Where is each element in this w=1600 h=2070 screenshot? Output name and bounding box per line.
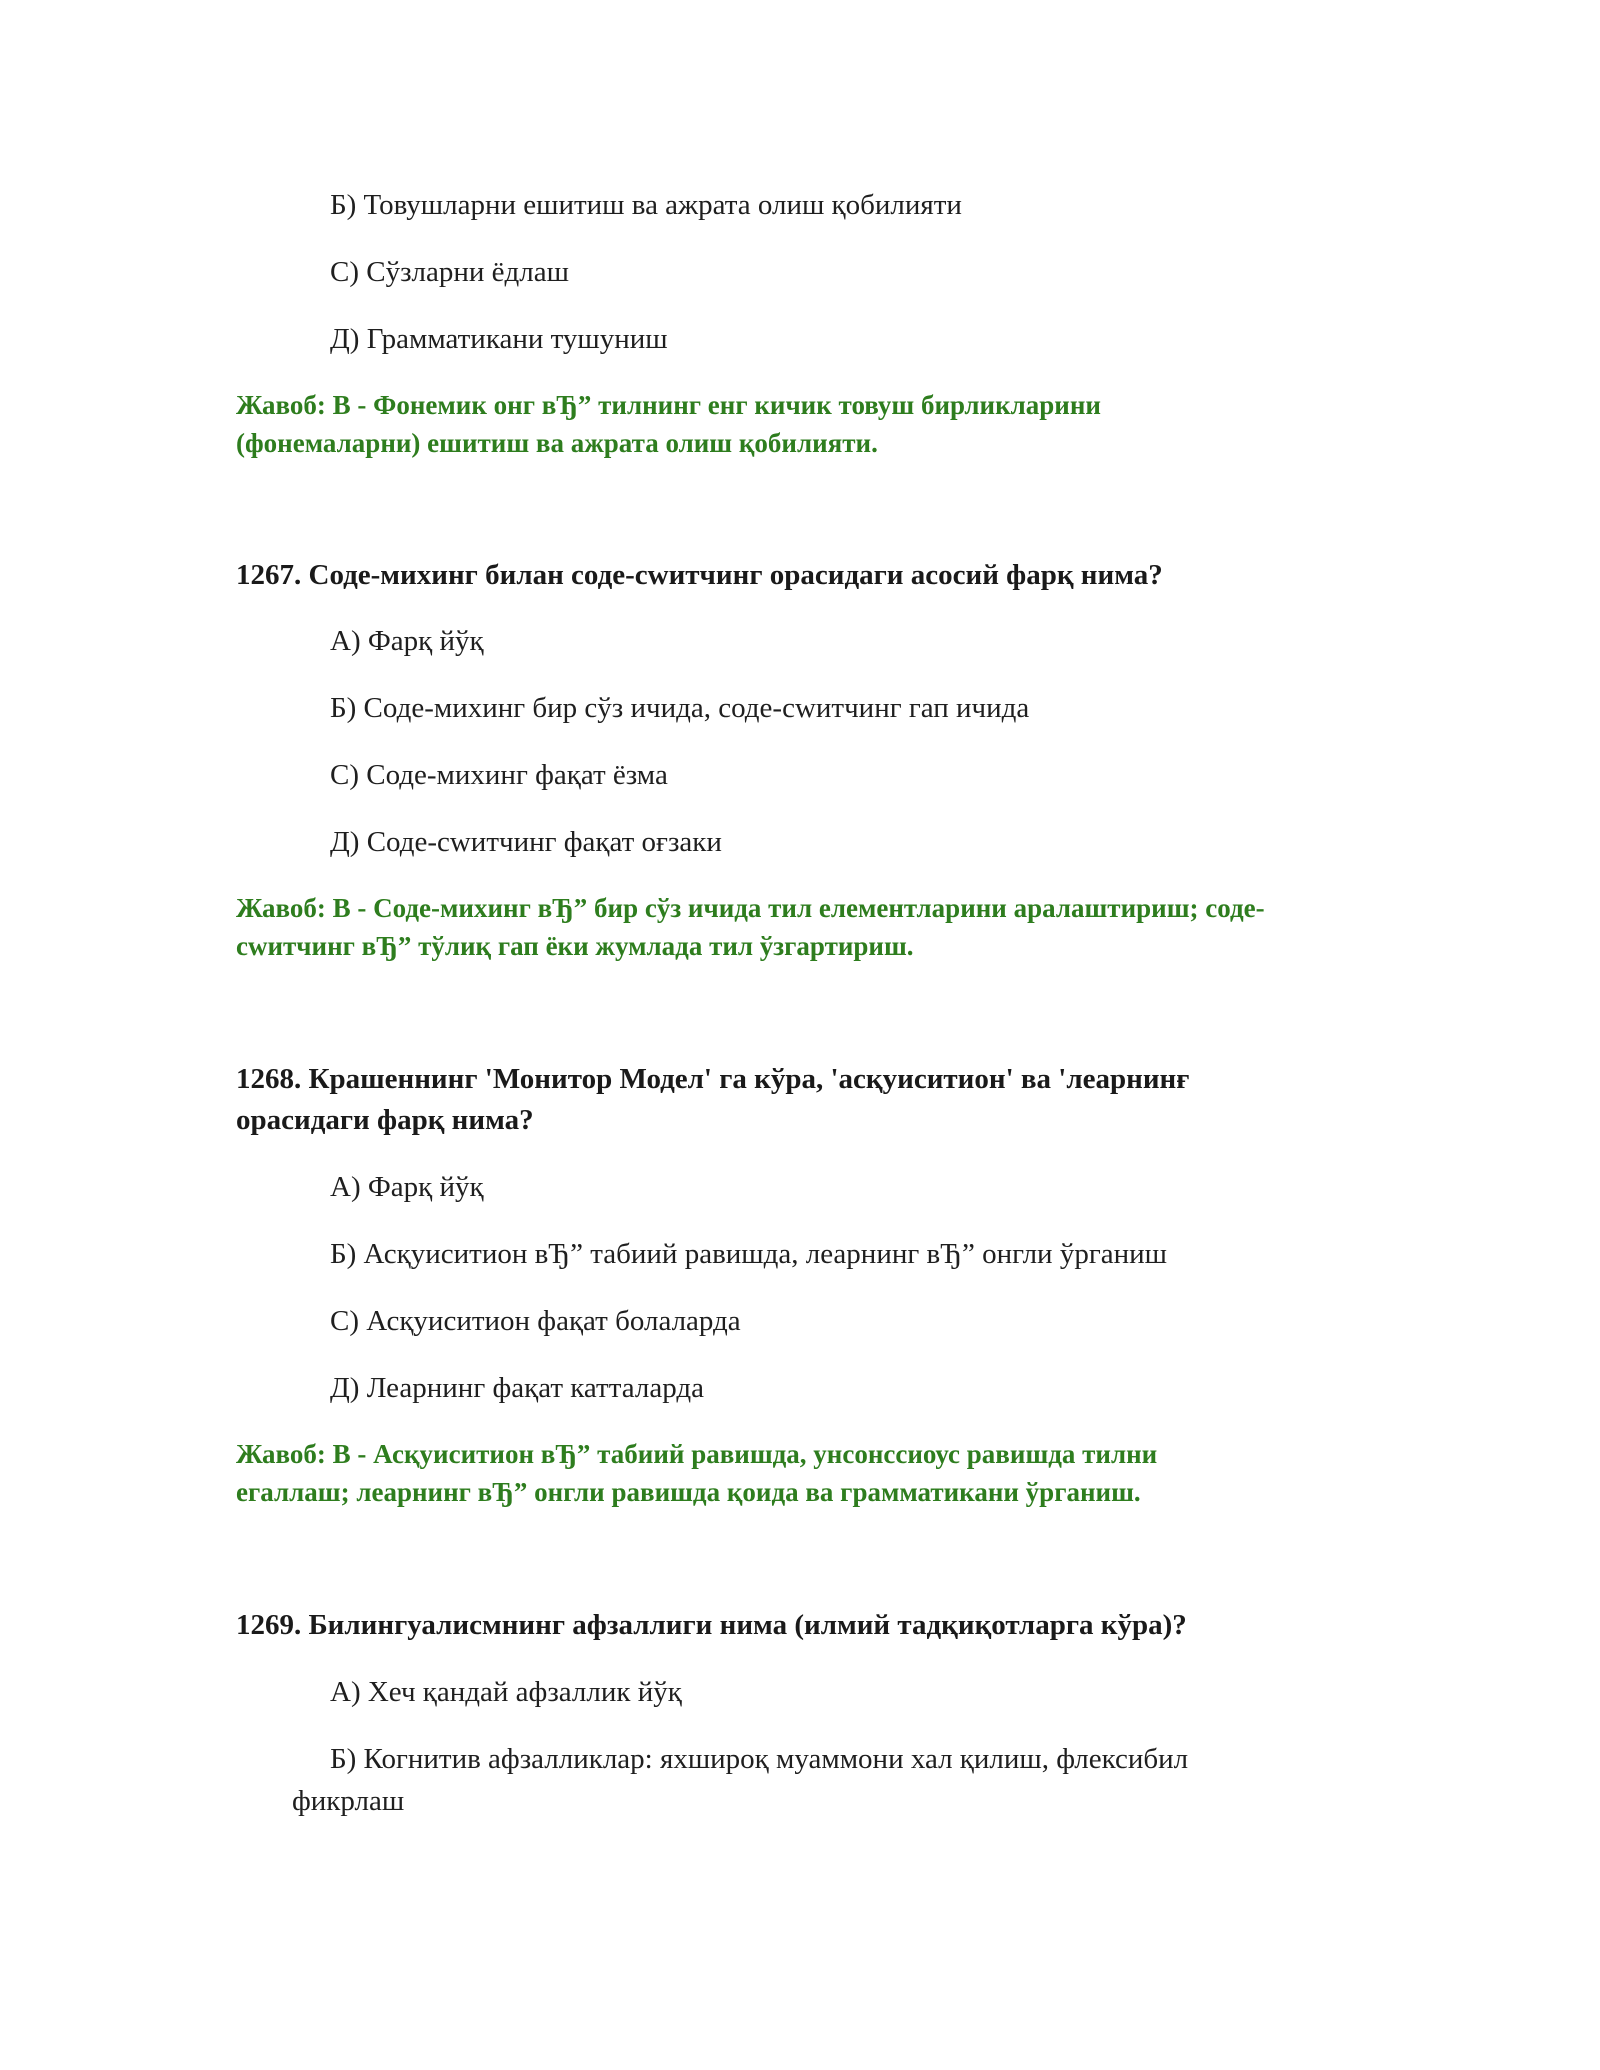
question-1269-option-a: А) Хеч қандай афзаллик йўқ	[330, 1676, 682, 1708]
option-c: С) Сўзларни ёдлаш	[330, 256, 569, 288]
option-b: Б) Товушларни ешитиш ва ажрата олиш қобилияти	[330, 189, 962, 221]
question-1268-option-b: Б) Асқуиситион вЂ” табиий равишда, леарнинг вЂ” онгли ўрганиш	[330, 1238, 1167, 1270]
question-1267-option-b: Б) Соде-михинг бир сўз ичида, соде-сwитчинг гап ичида	[330, 692, 1030, 724]
question-1268-title-continued: орасидаги фарқ нима?	[236, 1104, 534, 1136]
answer-text-continued: (фонемаларни) ешитиш ва ажрата олиш қобилияти.	[236, 428, 878, 458]
question-1267-option-d: Д) Соде-сwитчинг фақат оғзаки	[330, 826, 722, 858]
question-1267-answer-continued: сwитчинг вЂ” тўлиқ гап ёки жумлада тил ўзгартириш.	[236, 931, 914, 961]
question-1268-title: 1268. Крашеннинг 'Монитор Модел' га кўра, 'асқуиситион' ва 'леарнинғ	[236, 1063, 1190, 1095]
question-1267-answer: Жавоб: В - Соде-михинг вЂ” бир сўз ичида тил елементларини аралаштириш; соде-	[236, 893, 1265, 923]
option-d: Д) Грамматикани тушуниш	[330, 323, 668, 355]
question-1267-title: 1267. Соде-михинг билан соде-сwитчинг орасидаги асосий фарқ нима?	[236, 559, 1163, 591]
question-1268-option-a: А) Фарқ йўқ	[330, 1171, 484, 1203]
question-1269-option-b-continued: фикрлаш	[292, 1785, 405, 1817]
question-1269-option-b: Б) Когнитив афзалликлар: яхшироқ муаммони хал қилиш, флексибил	[330, 1743, 1189, 1775]
question-1269-title: 1269. Билингуалисмнинг афзаллиги нима (илмий тадқиқотларга кўра)?	[236, 1609, 1187, 1641]
question-1268-option-c: С) Асқуиситион фақат болаларда	[330, 1305, 741, 1337]
question-1268-option-d: Д) Леарнинг фақат катталарда	[330, 1372, 704, 1404]
question-1268-answer: Жавоб: В - Асқуиситион вЂ” табиий равишда, унсонссиоус равишда тилни	[236, 1439, 1158, 1469]
answer-text: Жавоб: В - Фонемик онг вЂ” тилнинг енг кичик товуш бирликларини	[236, 390, 1101, 420]
question-1267-option-a: А) Фарқ йўқ	[330, 625, 484, 657]
question-1267-option-c: С) Соде-михинг фақат ёзма	[330, 759, 668, 791]
question-1268-answer-continued: егаллаш; леарнинг вЂ” онгли равишда қоида ва грамматикани ўрганиш.	[236, 1477, 1141, 1507]
